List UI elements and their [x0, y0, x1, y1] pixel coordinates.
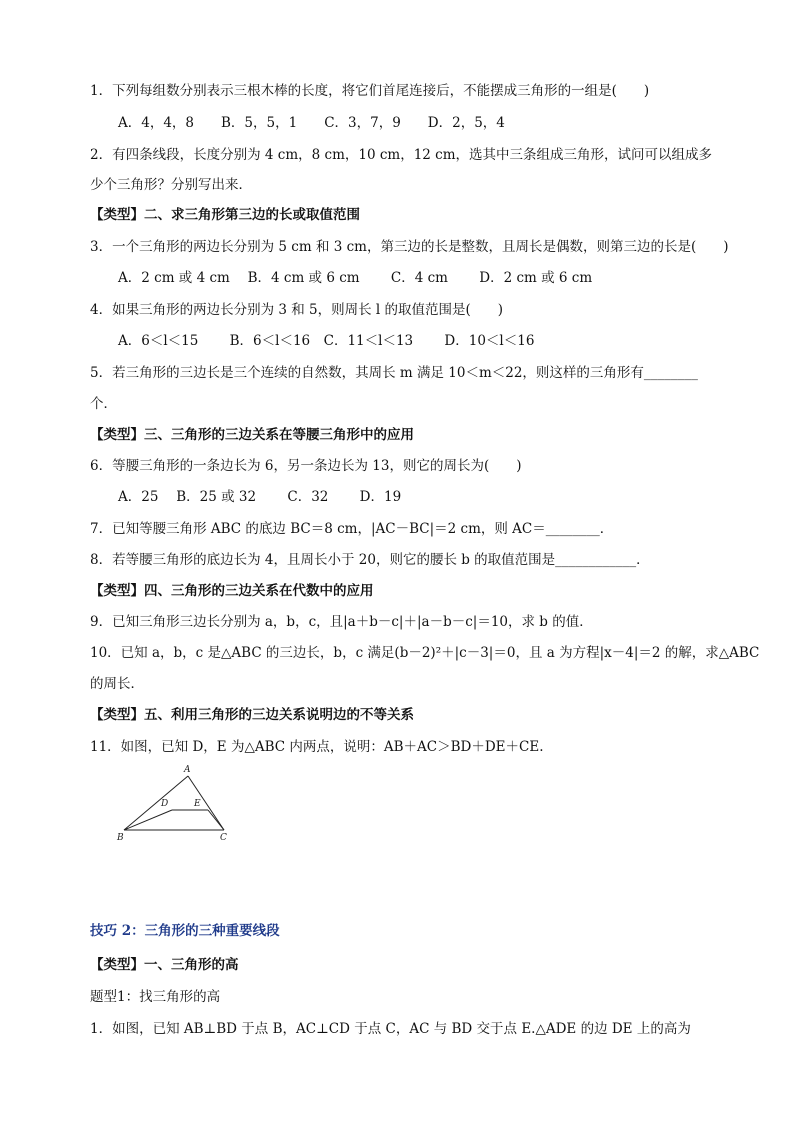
question-3-options: A．2 cm 或 4 cm B．4 cm 或 6 cm C．4 cm D．2 cm 或 6 cm — [118, 270, 593, 286]
question-9: 9．已知三角形三边长分别为 a，b，c，且|a＋b－c|＋|a－b－c|＝10，求 b 的值． — [90, 614, 593, 630]
question-last: 1．如图，已知 AB⊥BD 于点 B，AC⊥CD 于点 C，AC 与 BD 交于点 E.△ADE 的边 DE 上的高为 — [90, 1021, 691, 1037]
type-3-heading: 【类型】三、三角形的三边关系在等腰三角形中的应用 — [90, 427, 414, 443]
question-2-line-2: 少个三角形？分别写出来． — [90, 177, 252, 193]
question-10-line-1: 10．已知 a，b，c 是△ABC 的三边长，b，c 满足(b－2)²＋|c－3|＝0，且 a 为方程|x－4|＝2 的解，求△ABC — [90, 645, 760, 661]
type-2-heading: 【类型】二、求三角形第三边的长或取值范围 — [90, 207, 360, 223]
question-2-line-1: 2．有四条线段，长度分别为 4 cm，8 cm，10 cm，12 cm，选其中三条组成三角形，试问可以组成多 — [90, 147, 713, 163]
vertex-label-b: B — [117, 833, 124, 843]
skill-2-heading: 技巧 2：三角形的三种重要线段 — [90, 923, 280, 939]
subtype-1-label: 题型1：找三角形的高 — [90, 989, 221, 1005]
edge-ec — [208, 810, 224, 830]
question-1: 1．下列每组数分别表示三根木棒的长度，将它们首尾连接后，不能摆成三角形的一组是( ) — [90, 83, 650, 99]
vertex-label-c: C — [220, 833, 227, 843]
vertex-label-e: E — [194, 799, 201, 809]
type-4-heading: 【类型】四、三角形的三边关系在代数中的应用 — [90, 583, 374, 599]
type-height-heading: 【类型】一、三角形的高 — [90, 957, 239, 973]
question-10-line-2: 的周长． — [90, 676, 144, 692]
type-5-heading: 【类型】五、利用三角形的三边关系说明边的不等关系 — [90, 707, 414, 723]
question-11: 11．如图，已知 D，E 为△ABC 内两点，说明：AB＋AC＞BD＋DE＋CE. — [90, 739, 544, 755]
question-7: 7．已知等腰三角形 ABC 的底边 BC＝8 cm，|AC－BC|＝2 cm，则 AC＝________． — [90, 521, 614, 537]
question-8: 8．若等腰三角形的底边长为 4，且周长小于 20，则它的腰长 b 的取值范围是____________． — [90, 552, 650, 568]
question-6: 6．等腰三角形的一条边长为 6，另一条边长为 13，则它的周长为( ) — [90, 458, 522, 474]
question-6-options: A．25 B．25 或 32 C．32 D．19 — [118, 489, 402, 505]
question-4: 4．如果三角形的两边长分别为 3 和 5，则周长 l 的取值范围是( ) — [90, 302, 504, 318]
triangle-diagram — [112, 762, 242, 852]
question-4-options: A．6＜l＜15 B．6＜l＜16 C．11＜l＜13 D．10＜l＜16 — [118, 333, 535, 349]
vertex-label-a: A — [184, 765, 191, 775]
vertex-label-d: D — [161, 799, 169, 809]
question-1-options: A．4，4，8 B．5，5，1 C．3，7，9 D．2，5，4 — [118, 115, 505, 131]
edge-ab — [124, 776, 188, 830]
question-3: 3．一个三角形的两边长分别为 5 cm 和 3 cm，第三边的长是整数，且周长是偶数，则第三边的长是( ) — [90, 239, 729, 255]
question-5-line-2: 个． — [90, 396, 117, 412]
question-5-line-1: 5．若三角形的三边长是三个连续的自然数，其周长 m 满足 10＜m＜22，则这样的三角形有________ — [90, 365, 698, 381]
edge-bd — [124, 810, 172, 830]
